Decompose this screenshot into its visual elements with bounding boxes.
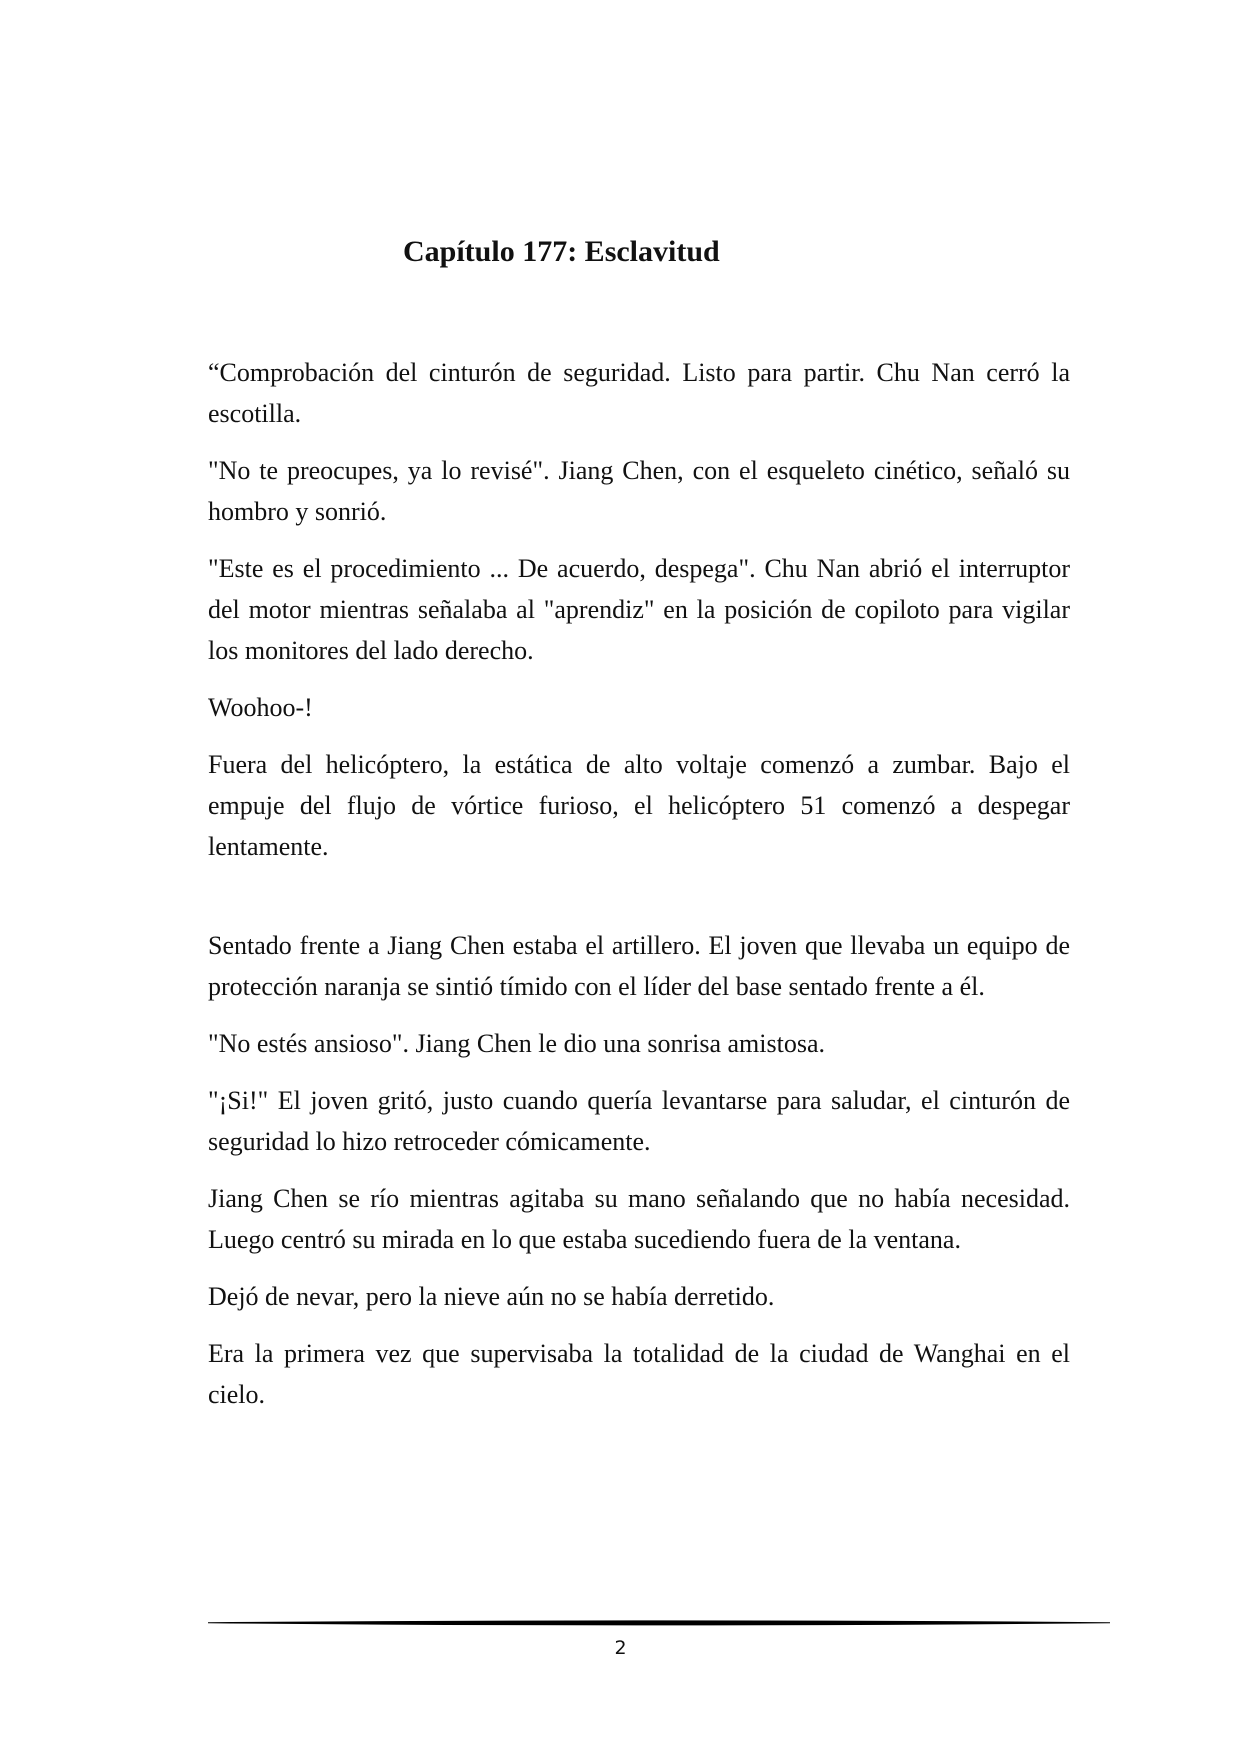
page-number: 2	[614, 1637, 627, 1659]
paragraph: Fuera del helicóptero, la estática de alto voltaje comenzó a zumbar. Bajo el empuje del flujo de vórtice furioso, el helicóptero 51 comenzó a despegar lentamente.	[208, 750, 1070, 861]
paragraph: Dejó de nevar, pero la nieve aún no se había derretido.	[208, 1282, 775, 1311]
footer-divider	[208, 1618, 1110, 1628]
chapter-body	[208, 352, 1070, 1431]
paragraph: "No estés ansioso". Jiang Chen le dio una sonrisa amistosa.	[208, 1029, 825, 1058]
paragraph: "¡Si!" El joven gritó, justo cuando quería levantarse para saludar, el cinturón de seguridad lo hizo retroceder cómicamente.	[208, 1086, 1070, 1156]
chapter-title: Capítulo 177: Esclavitud	[403, 235, 720, 268]
paragraph: Era la primera vez que supervisaba la totalidad de la ciudad de Wanghai en el cielo.	[208, 1339, 1070, 1409]
paragraph: Jiang Chen se río mientras agitaba su mano señalando que no había necesidad. Luego centró su mirada en lo que estaba sucediendo fuera de la ventana.	[208, 1184, 1070, 1254]
paragraph: “Comprobación del cinturón de seguridad. Listo para partir. Chu Nan cerró la escotilla.	[208, 358, 1070, 428]
paragraph: Sentado frente a Jiang Chen estaba el artillero. El joven que llevaba un equipo de protección naranja se sintió tímido con el líder del base sentado frente a él.	[208, 931, 1070, 1001]
paragraph: "Este es el procedimiento ... De acuerdo, despega". Chu Nan abrió el interruptor del motor mientras señalaba al "aprendiz" en la posición de copiloto para vigilar los monitores del lado derecho.	[208, 554, 1070, 665]
paragraph: Woohoo-!	[208, 693, 313, 722]
paragraph: "No te preocupes, ya lo revisé". Jiang Chen, con el esqueleto cinético, señaló su hombro y sonrió.	[208, 456, 1070, 526]
